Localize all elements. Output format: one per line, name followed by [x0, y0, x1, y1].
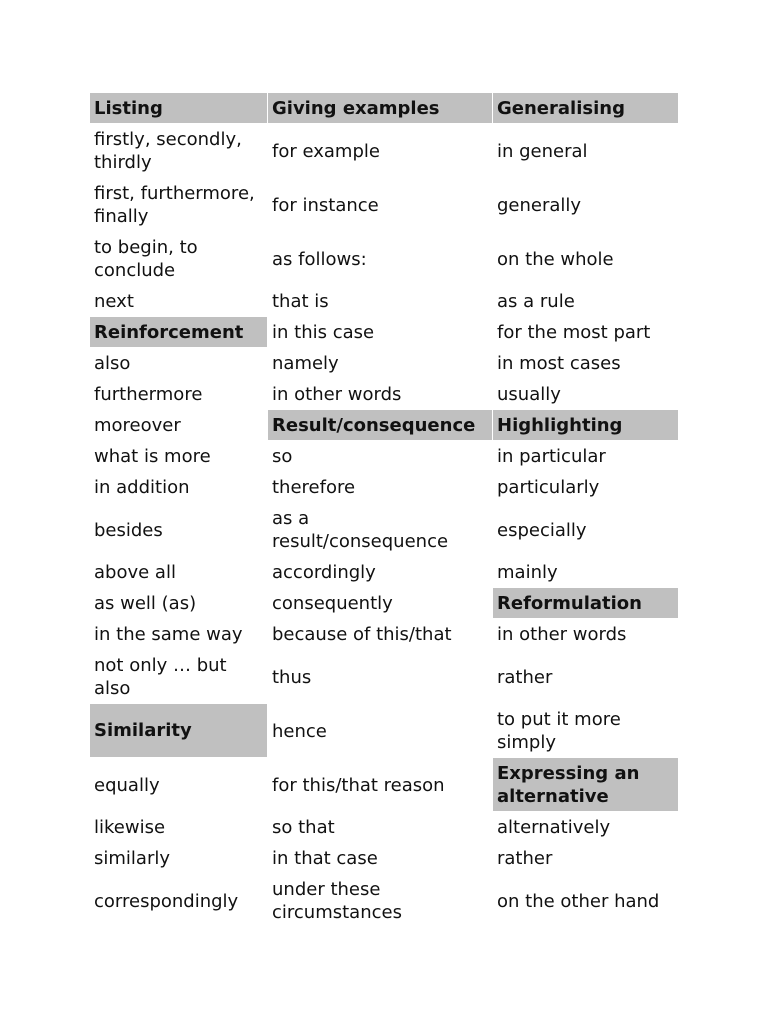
phrase-cell: accordingly [272, 562, 376, 583]
phrase-cell: equally [94, 774, 160, 796]
phrase-cell: not only … but also [94, 655, 227, 699]
phrase-cell: so that [272, 817, 335, 838]
section-heading-cell: Expressing an alternative [493, 758, 678, 812]
phrase-cell: rather [497, 666, 553, 688]
phrase-cell: in general [497, 140, 588, 162]
table-row [90, 557, 678, 588]
phrase-cell: particularly [497, 477, 600, 498]
table-row [90, 650, 678, 704]
table-row [90, 843, 678, 874]
table-row [90, 348, 678, 379]
phrase-cell: correspondingly [94, 890, 239, 912]
table-row [90, 232, 678, 286]
phrase-cell: for instance [272, 194, 379, 216]
phrase-cell: especially [497, 519, 587, 541]
table-row [90, 472, 678, 503]
table-row [90, 317, 678, 348]
phrase-cell: also [94, 353, 131, 374]
section-heading-cell: Highlighting [493, 410, 678, 441]
phrase-cell: that is [272, 291, 329, 312]
phrase-cell: besides [94, 519, 163, 541]
phrase-cell: under these circumstances [272, 879, 402, 923]
phrase-cell: what is more [94, 446, 211, 467]
table-row [90, 410, 678, 441]
section-heading-cell: Reinforcement [90, 317, 268, 348]
phrase-cell: next [94, 291, 134, 312]
phrase-cell: so [272, 446, 293, 467]
phrase-cell: in the same way [94, 624, 243, 645]
table-row [90, 124, 678, 178]
phrase-cell: consequently [272, 593, 393, 614]
section-heading-cell: Listing [90, 93, 268, 124]
phrase-cell: to begin, to conclude [94, 237, 198, 281]
table-row [90, 874, 678, 928]
phrase-cell: thus [272, 666, 312, 688]
table-row [90, 286, 678, 317]
phrase-cell: in most cases [497, 353, 621, 374]
phrase-cell: as a result/consequence [272, 508, 449, 552]
table-body [90, 93, 678, 928]
phrase-cell: firstly, secondly, thirdly [94, 129, 242, 173]
phrase-cell: above all [94, 562, 176, 583]
phrase-cell: to put it more simply [497, 709, 621, 753]
phrase-cell: rather [497, 848, 553, 869]
phrase-cell: usually [497, 384, 561, 405]
phrase-cell: therefore [272, 477, 356, 498]
phrase-cell: in other words [272, 384, 402, 405]
phrase-cell: for the most part [497, 322, 651, 343]
table-row [90, 178, 678, 232]
table-row [90, 758, 678, 812]
table-row [90, 704, 678, 758]
table-row [90, 379, 678, 410]
section-heading-cell: Similarity [90, 704, 268, 758]
phrase-cell: in that case [272, 848, 378, 869]
phrase-cell: mainly [497, 562, 558, 583]
table-row [90, 812, 678, 843]
section-heading-cell: Generalising [493, 93, 678, 124]
phrase-cell: for this/that reason [272, 774, 445, 796]
connectives-table [90, 93, 678, 928]
section-heading-cell: Result/consequence [268, 410, 493, 441]
phrase-cell: alternatively [497, 817, 611, 838]
table-row [90, 503, 678, 557]
phrase-cell: in addition [94, 477, 190, 498]
table-row [90, 588, 678, 619]
phrase-cell: in other words [497, 624, 627, 645]
phrase-cell: in this case [272, 322, 375, 343]
phrase-cell: first, furthermore, finally [94, 183, 255, 227]
phrase-cell: likewise [94, 817, 166, 838]
phrase-cell: as a rule [497, 291, 575, 312]
phrase-cell: in particular [497, 446, 606, 467]
table-row [90, 93, 678, 124]
phrase-cell: on the whole [497, 248, 614, 270]
phrase-cell: namely [272, 353, 339, 374]
phrase-cell: similarly [94, 848, 170, 869]
phrase-cell: because of this/that [272, 624, 452, 645]
table-row [90, 441, 678, 472]
table-row [90, 619, 678, 650]
phrase-cell: hence [272, 720, 327, 742]
phrase-cell: as follows: [272, 248, 367, 270]
phrase-cell: moreover [94, 415, 181, 436]
phrase-cell: as well (as) [94, 593, 197, 614]
section-heading-cell: Reformulation [493, 588, 678, 619]
section-heading-cell: Giving examples [268, 93, 493, 124]
phrase-cell: on the other hand [497, 890, 660, 912]
phrase-cell: for example [272, 140, 380, 162]
phrase-cell: generally [497, 194, 582, 216]
phrase-cell: furthermore [94, 384, 203, 405]
